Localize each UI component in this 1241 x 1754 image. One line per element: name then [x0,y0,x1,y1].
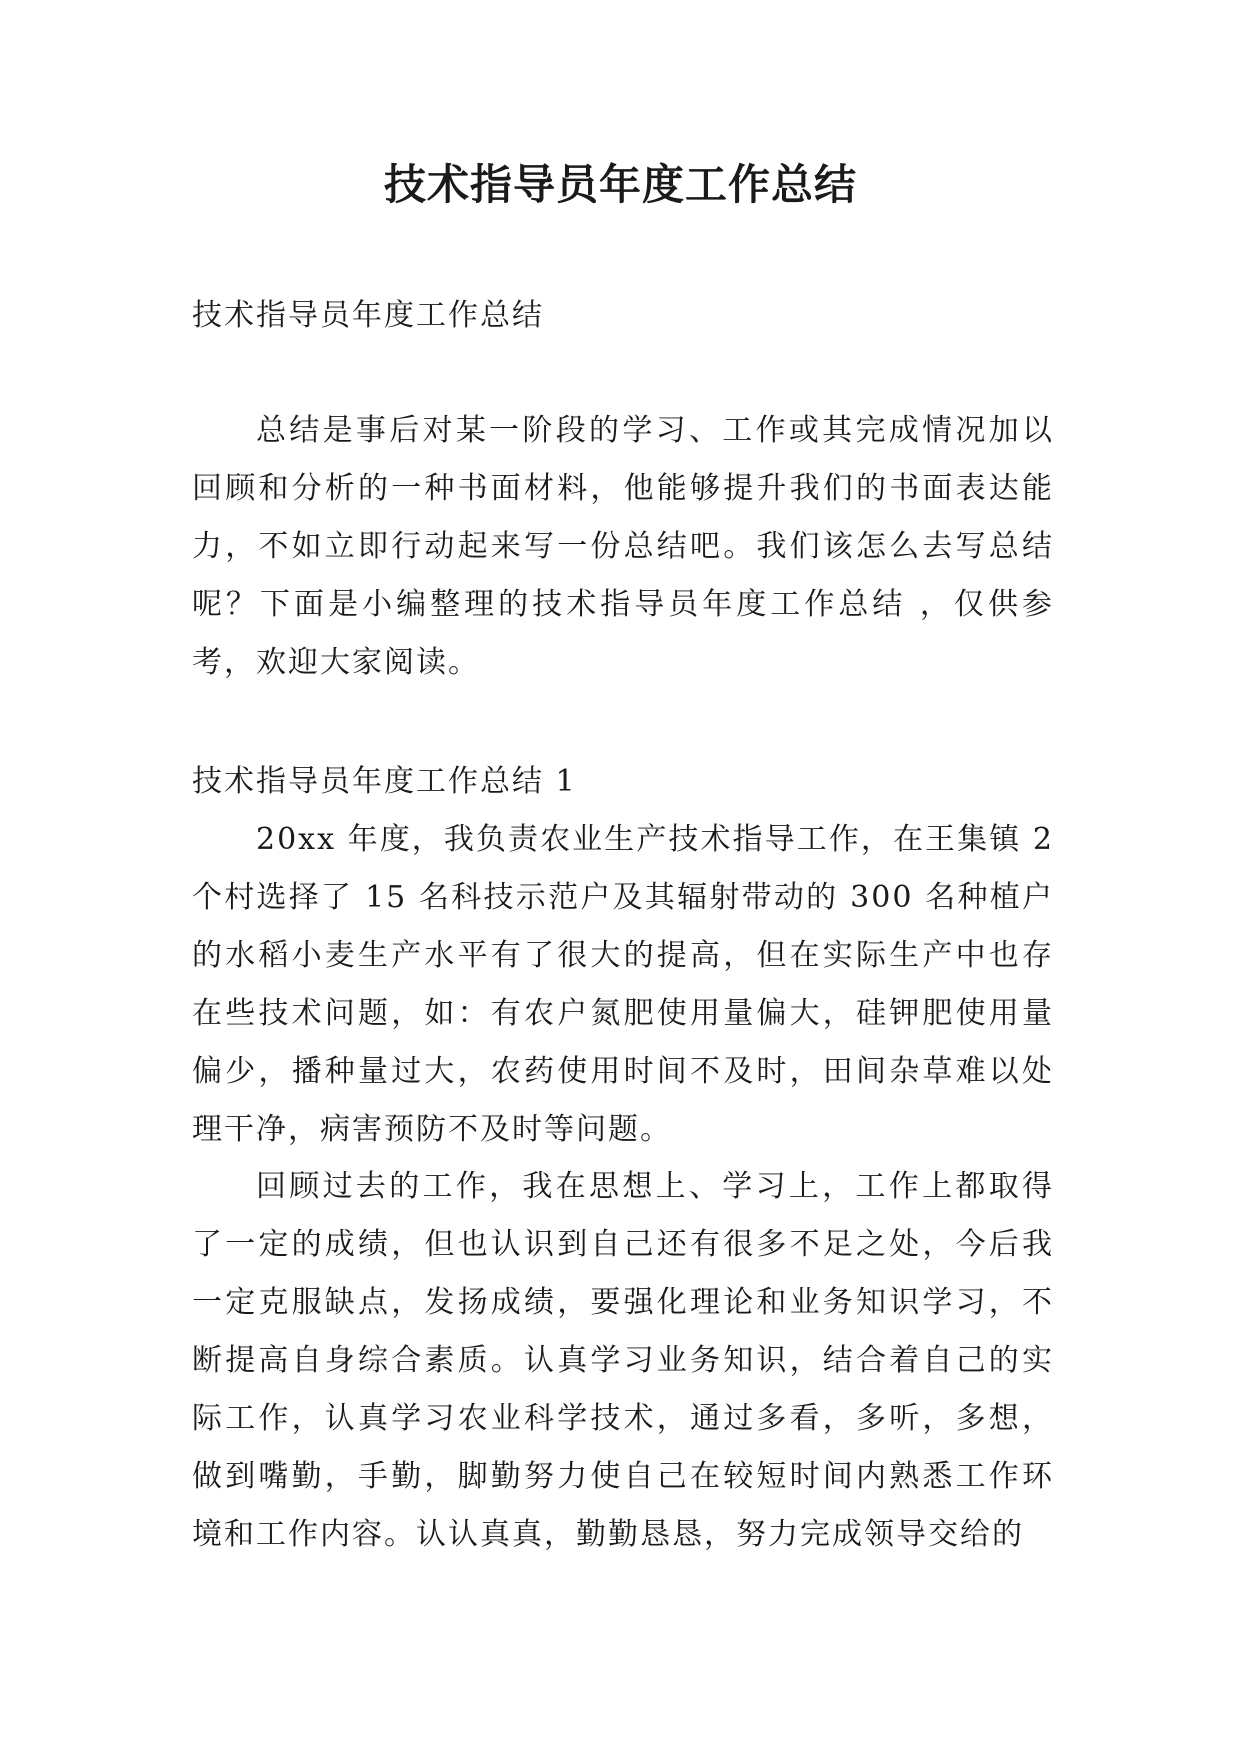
intro-paragraph: 总结是事后对某一阶段的学习、工作或其完成情况加以回顾和分析的一种书面材料，他能够提升我们的书面表达能力，不如立即行动起来写一份总结吧。我们该怎么去写总结呢？下面是小编整理的技术指导员年度工作总结 ，仅供参考，欢迎大家阅读。 [192,413,1054,680]
body-paragraph-2: 回顾过去的工作，我在思想上、学习上，工作上都取得了一定的成绩，但也认识到自己还有很多不足之处，今后我一定克服缺点，发扬成绩，要强化理论和业务知识学习，不断提高自身综合素质。认真学习业务知识，结合着自己的实际工作，认真学习农业科学技术，通过多看，多听，多想，做到嘴勤，手勤，脚勤努力使自己在较短时间内熟悉工作环境和工作内容。认认真真，勤勤恳恳，努力完成领导交给的 [192,1169,1054,1552]
document-subtitle: 技术指导员年度工作总结 [192,298,544,333]
body-paragraph-1: 20xx 年度，我负责农业生产技术指导工作，在王集镇 2 个村选择了 15 名科技示范户及其辐射带动的 300 名种植户的水稻小麦生产水平有了很大的提高，但在实际生产中也存在些技术问题，如：有农户氮肥使用量偏大，硅钾肥使用量偏少，播种量过大，农药使用时间不及时，田间杂草难以处理干净，病害预防不及时等问题。 [192,822,1054,1147]
section-heading: 技术指导员年度工作总结 1 [192,764,577,799]
document-title: 技术指导员年度工作总结 [383,160,857,209]
